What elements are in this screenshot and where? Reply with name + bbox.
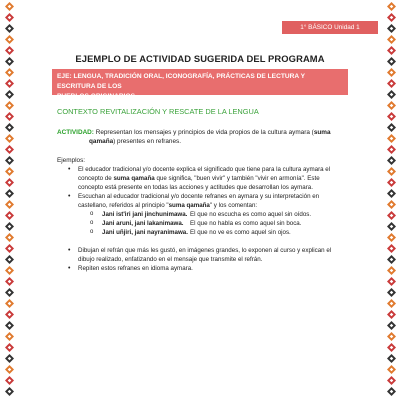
border-diamond-motif-icon xyxy=(387,244,396,253)
border-diamond-motif-icon xyxy=(5,13,14,22)
sayings-list xyxy=(78,210,346,237)
border-diamond-motif-icon xyxy=(5,299,14,308)
border-diamond-motif-icon xyxy=(387,112,396,121)
list-item xyxy=(68,246,346,264)
border-diamond-motif-icon xyxy=(387,178,396,187)
border-diamond-motif-icon xyxy=(5,365,14,374)
saying-item xyxy=(90,210,346,219)
list-item xyxy=(68,192,346,237)
border-diamond-motif-icon xyxy=(387,299,396,308)
saying-aymara: Jani aruni, jani lakanimawa. xyxy=(102,220,184,227)
grade-unit-badge-text: 1° BÁSICO Unidad 1 xyxy=(300,24,360,31)
list-item xyxy=(68,264,346,273)
axis-banner-line-2: PUEBLOS ORIGINARIOS. xyxy=(57,93,137,100)
border-diamond-motif-icon xyxy=(387,156,396,165)
border-diamond-motif-icon xyxy=(387,90,396,99)
border-diamond-motif-icon xyxy=(387,189,396,198)
border-diamond-motif-icon xyxy=(5,134,14,143)
axis-banner xyxy=(52,69,348,100)
border-diamond-motif-icon xyxy=(387,365,396,374)
border-diamond-motif-icon xyxy=(5,46,14,55)
axis-banner-line-1: EJE: LENGUA, TRADICIÓN ORAL, ICONOGRAFÍA, PRÁCTICAS DE LECTURA Y ESCRITURA DE LOS xyxy=(57,73,305,90)
border-diamond-motif-icon xyxy=(5,123,14,132)
bullet-1-text-b: que significa, "buen vivir" y también "vivir en armonía". Este concepto está presente en todas las acciones y actitudes que desarrollan los aymara. xyxy=(78,175,320,191)
border-diamond-motif-icon xyxy=(5,90,14,99)
border-diamond-motif-icon xyxy=(5,376,14,385)
border-diamond-motif-icon xyxy=(387,321,396,330)
border-diamond-motif-icon xyxy=(5,321,14,330)
context-heading: CONTEXTO REVITALIZACIÓN Y RESCATE DE LA LENGUA xyxy=(57,107,259,116)
saying-meaning: El que no ve es como aquel sin ojos. xyxy=(190,229,291,236)
border-diamond-motif-icon xyxy=(387,222,396,231)
bullet-2-term: suma qamaña xyxy=(168,202,210,209)
border-diamond-motif-icon xyxy=(5,57,14,66)
examples-list xyxy=(68,165,346,273)
saying-meaning: El que no escucha es como aquel sin oídos. xyxy=(190,211,312,218)
border-diamond-motif-icon xyxy=(387,46,396,55)
border-diamond-motif-icon xyxy=(387,211,396,220)
bullet-2-text-a: Escuchan al educador tradicional y/o docente refranes en aymara y su interpretación en castellano, referidos al principio " xyxy=(78,193,320,209)
border-diamond-motif-icon xyxy=(387,79,396,88)
border-diamond-motif-icon xyxy=(387,2,396,11)
activity-text-1: Representan los mensajes y principios de vida propios de la cultura aymara ( xyxy=(93,129,314,136)
border-diamond-motif-icon xyxy=(387,354,396,363)
border-diamond-motif-icon xyxy=(5,178,14,187)
border-diamond-motif-icon xyxy=(387,200,396,209)
decorative-border-left xyxy=(2,0,16,400)
bullet-1-text-a: El educador tradicional y/o docente explica el significado que tiene para la cultura aymara el concepto de xyxy=(78,166,331,182)
border-diamond-motif-icon xyxy=(5,211,14,220)
activity-text-2-line xyxy=(57,137,345,146)
border-diamond-motif-icon xyxy=(5,68,14,77)
grade-unit-badge xyxy=(282,21,378,34)
border-diamond-motif-icon xyxy=(5,354,14,363)
border-diamond-motif-icon xyxy=(387,57,396,66)
bullet-4-text: Repiten estos refranes en idioma aymara. xyxy=(78,265,193,272)
border-diamond-motif-icon xyxy=(5,112,14,121)
border-diamond-motif-icon xyxy=(5,200,14,209)
border-diamond-motif-icon xyxy=(387,288,396,297)
border-diamond-motif-icon xyxy=(5,288,14,297)
activity-term-1: suma xyxy=(313,129,331,136)
bullet-1-term: suma qamaña xyxy=(113,175,155,182)
border-diamond-motif-icon xyxy=(5,244,14,253)
saying-aymara: Jani uñjiri, jani nayranimawa. xyxy=(102,229,188,236)
bullet-3-text: Dibujan el refrán que más les gustó, en imágenes grandes, lo exponen al curso y explican el dibujo realizado, enfatizando en el mensaje que transmite el refrán. xyxy=(78,247,332,263)
border-diamond-motif-icon xyxy=(5,222,14,231)
saying-item xyxy=(90,228,346,237)
border-diamond-motif-icon xyxy=(387,277,396,286)
border-diamond-motif-icon xyxy=(387,233,396,242)
border-diamond-motif-icon xyxy=(387,167,396,176)
activity-description xyxy=(57,128,345,146)
border-diamond-motif-icon xyxy=(387,123,396,132)
border-diamond-motif-icon xyxy=(387,332,396,341)
examples-label: Ejemplos: xyxy=(57,157,86,164)
activity-text-2: ) presentes en refranes. xyxy=(113,138,182,145)
border-diamond-motif-icon xyxy=(5,35,14,44)
border-diamond-motif-icon xyxy=(5,277,14,286)
decorative-border-right xyxy=(384,0,398,400)
border-diamond-motif-icon xyxy=(5,156,14,165)
border-diamond-motif-icon xyxy=(5,101,14,110)
activity-term-2: qamaña xyxy=(89,138,114,145)
border-diamond-motif-icon xyxy=(387,376,396,385)
border-diamond-motif-icon xyxy=(387,68,396,77)
saying-aymara: Jani ist'iri jani jinchunimawa. xyxy=(102,211,188,218)
border-diamond-motif-icon xyxy=(387,387,396,396)
border-diamond-motif-icon xyxy=(5,266,14,275)
border-diamond-motif-icon xyxy=(387,255,396,264)
border-diamond-motif-icon xyxy=(5,310,14,319)
border-diamond-motif-icon xyxy=(5,2,14,11)
border-diamond-motif-icon xyxy=(387,310,396,319)
border-diamond-motif-icon xyxy=(5,343,14,352)
border-diamond-motif-icon xyxy=(387,101,396,110)
saying-item xyxy=(90,219,346,228)
list-item xyxy=(68,165,346,192)
border-diamond-motif-icon xyxy=(387,24,396,33)
border-diamond-motif-icon xyxy=(5,387,14,396)
border-diamond-motif-icon xyxy=(5,79,14,88)
border-diamond-motif-icon xyxy=(387,145,396,154)
border-diamond-motif-icon xyxy=(387,266,396,275)
page-title: EJEMPLO DE ACTIVIDAD SUGERIDA DEL PROGRAMA xyxy=(75,53,325,64)
saying-meaning: El que no habla es como aquel sin boca. xyxy=(190,220,302,227)
activity-label: ACTIVIDAD: xyxy=(57,129,94,136)
border-diamond-motif-icon xyxy=(387,35,396,44)
border-diamond-motif-icon xyxy=(5,24,14,33)
bullet-2-text-b: " y los comentan: xyxy=(209,202,258,209)
border-diamond-motif-icon xyxy=(5,255,14,264)
border-diamond-motif-icon xyxy=(5,189,14,198)
border-diamond-motif-icon xyxy=(387,343,396,352)
border-diamond-motif-icon xyxy=(5,233,14,242)
border-diamond-motif-icon xyxy=(5,145,14,154)
border-diamond-motif-icon xyxy=(387,13,396,22)
border-diamond-motif-icon xyxy=(5,332,14,341)
border-diamond-motif-icon xyxy=(5,167,14,176)
border-diamond-motif-icon xyxy=(387,134,396,143)
